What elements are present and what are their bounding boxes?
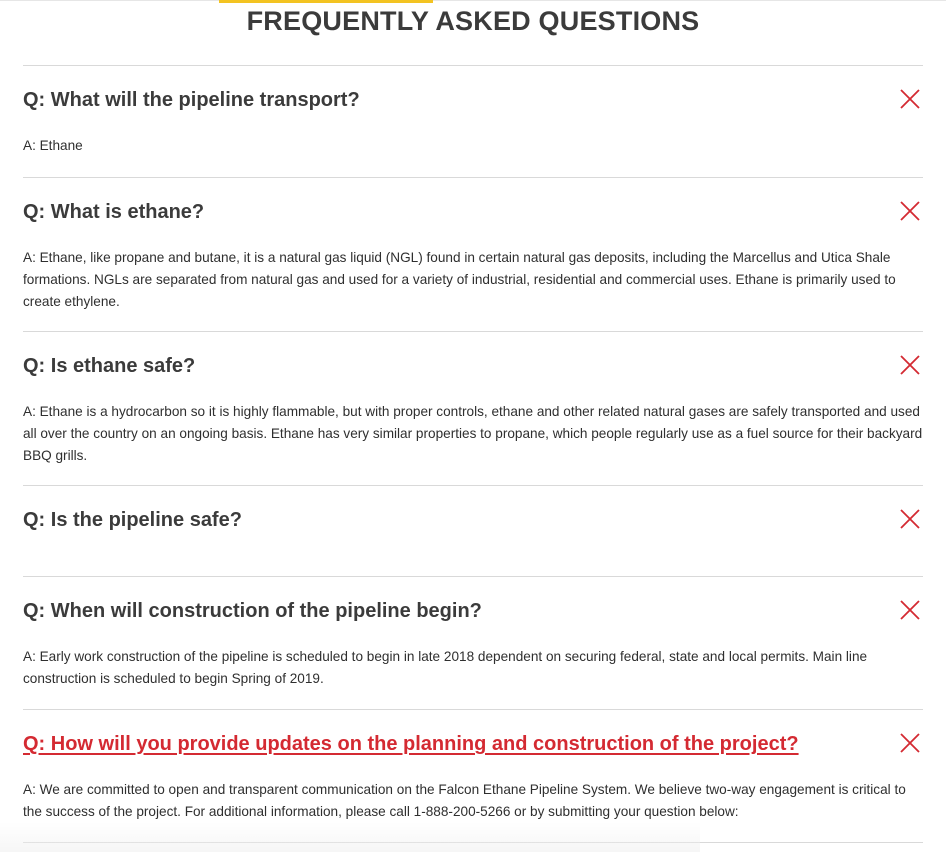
faq-item-pipeline-transport [23,65,923,178]
faq-question[interactable]: Q: How will you provide updates on the planning and construction of the project? [23,733,799,755]
close-icon[interactable] [899,732,921,754]
faq-question[interactable]: Q: Is the pipeline safe? [23,509,242,531]
faq-answer: A: Ethane [23,138,83,153]
top-divider [0,0,946,1]
faq-answer: A: Ethane is a hydrocarbon so it is highly flammable, but with proper controls, ethane and other related natural gases are safely transported and used all over the country on an ongoing basis. Ethane has very similar properties to propane, which people regularly use as a fuel source for their backyard BBQ grills. [23,404,923,463]
close-icon[interactable] [899,508,921,530]
faq-item-what-is-ethane [23,177,923,332]
faq-item-construction-begin [23,576,923,710]
faq-answer: A: Ethane, like propane and butane, it is a natural gas liquid (NGL) found in certain natural gas deposits, including the Marcellus and Utica Shale formations. NGLs are separated from natural gas and used for a variety of industrial, residential and commercial uses. Ethane is primarily used to create ethylene. [23,250,896,309]
bottom-divider [23,842,923,843]
close-icon[interactable] [899,88,921,110]
close-icon[interactable] [899,354,921,376]
faq-question[interactable]: Q: What is ethane? [23,201,205,223]
faq-answer: A: We are committed to open and transparent communication on the Falcon Ethane Pipeline System. We believe two-way engagement is critical to the success of the project. For additional information, please call 1-888-200-5266 or by submitting your question below: [23,782,906,819]
faq-question[interactable]: Q: When will construction of the pipeline begin? [23,600,482,622]
close-icon[interactable] [899,599,921,621]
faq-question[interactable]: Q: Is ethane safe? [23,355,196,377]
page-title: FREQUENTLY ASKED QUESTIONS [246,6,700,36]
faq-item-pipeline-safe [23,485,923,577]
faq-answer: A: Early work construction of the pipeline is scheduled to begin in late 2018 dependent on securing federal, state and local permits. Main line construction is scheduled to begin Spring of 2019. [23,649,868,686]
faq-item-ethane-safe [23,331,923,486]
faq-item-project-updates [23,709,923,843]
faq-question[interactable]: Q: What will the pipeline transport? [23,89,360,111]
active-nav-indicator [219,0,433,3]
close-icon[interactable] [899,200,921,222]
